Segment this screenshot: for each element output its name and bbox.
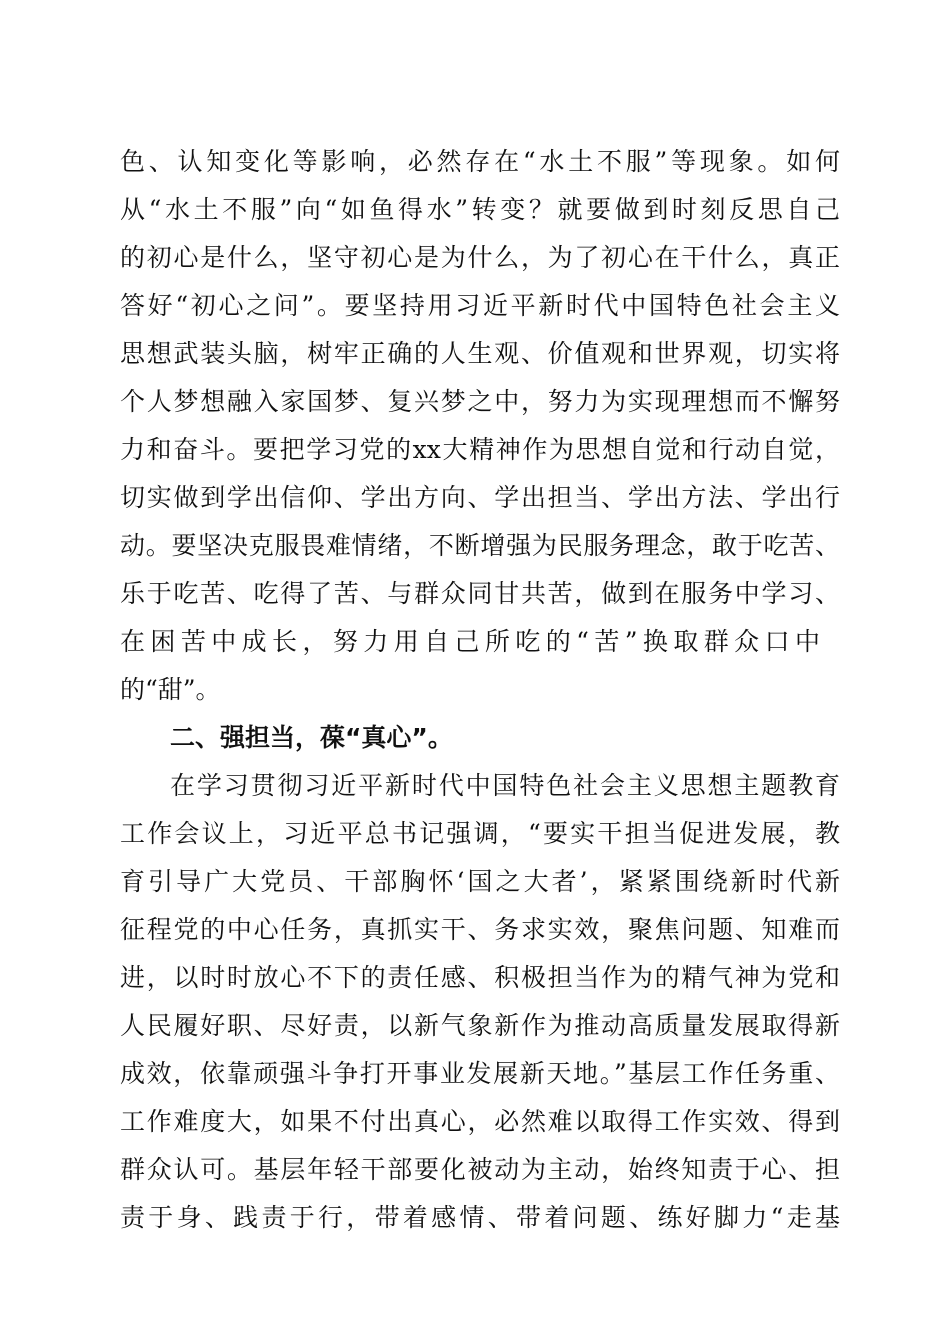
body-text-line: 答好“初心之问”。要坚持用习近平新时代中国特色社会主义	[120, 291, 840, 320]
body-text-line: 工作难度大，如果不付出真心，必然难以取得工作实效、得到	[120, 1107, 840, 1136]
body-text-line: 动。要坚决克服畏难情绪，不断增强为民服务理念，敢于吃苦、	[120, 531, 840, 560]
body-text-line: 色、认知变化等影响，必然存在“水土不服”等现象。如何	[120, 147, 840, 176]
section-heading: 二、强担当，葆“真心”。	[170, 723, 453, 752]
body-text-line: 工作会议上，习近平总书记强调，“要实干担当促进发展，教	[120, 819, 840, 848]
body-text-line: 责于身、践责于行，带着感情、带着问题、练好脚力“走基	[120, 1203, 840, 1232]
body-text-line: 在学习贯彻习近平新时代中国特色社会主义思想主题教育	[170, 771, 840, 800]
body-text-line: 个人梦想融入家国梦、复兴梦之中，努力为实现理想而不懈努	[120, 387, 840, 416]
body-text-line: 的“甜”。	[120, 675, 221, 704]
body-text-line: 的初心是什么，坚守初心是为什么，为了初心在干什么，真正	[120, 243, 840, 272]
body-text-line: 思想武装头脑，树牢正确的人生观、价值观和世界观，切实将	[120, 339, 840, 368]
body-text-line: 成效，依靠顽强斗争打开事业发展新天地。”基层工作任务重、	[120, 1059, 840, 1088]
body-text-line: 进，以时时放心不下的责任感、积极担当作为的精气神为党和	[120, 963, 840, 992]
body-text-line: 乐于吃苦、吃得了苦、与群众同甘共苦，做到在服务中学习、	[120, 579, 840, 608]
body-text-line: 在困苦中成长，努力用自己所吃的“苦”换取群众口中	[120, 627, 820, 656]
body-text-line: 育引导广大党员、干部胸怀‘国之大者’，紧紧围绕新时代新	[120, 867, 840, 896]
body-text-line: 力和奋斗。要把学习党的xx大精神作为思想自觉和行动自觉，	[120, 435, 840, 464]
body-text-line: 群众认可。基层年轻干部要化被动为主动，始终知责于心、担	[120, 1155, 840, 1184]
body-text-line: 切实做到学出信仰、学出方向、学出担当、学出方法、学出行	[120, 483, 840, 512]
body-text-line: 人民履好职、尽好责，以新气象新作为推动高质量发展取得新	[120, 1011, 840, 1040]
body-text-line: 征程党的中心任务，真抓实干、务求实效，聚焦问题、知难而	[120, 915, 840, 944]
body-text-line: 从“水土不服”向“如鱼得水”转变？就要做到时刻反思自己	[120, 195, 840, 224]
